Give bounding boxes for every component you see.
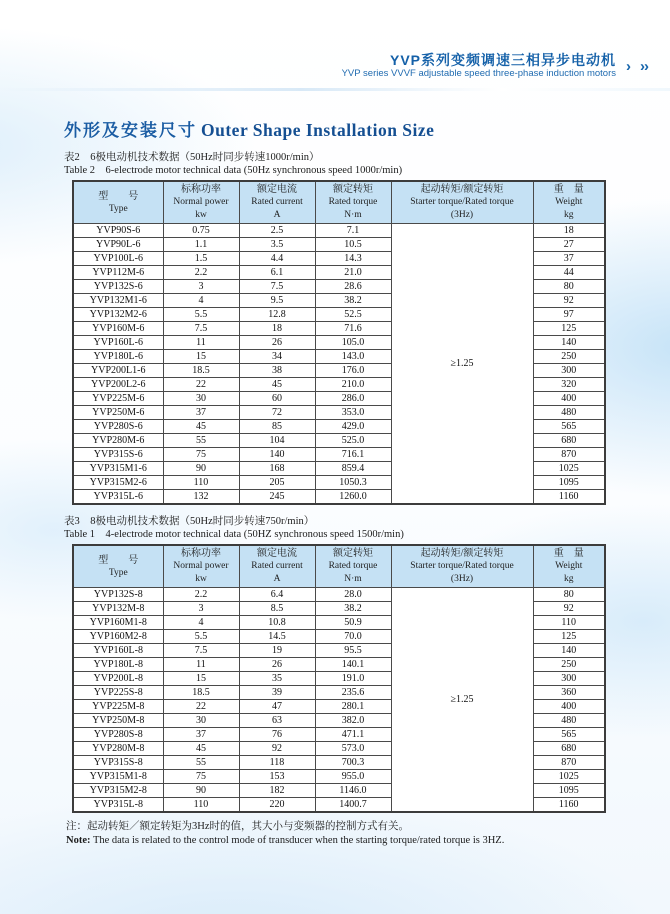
type-cell: YVP225M-6 [73, 392, 163, 406]
column-header-power [163, 181, 239, 224]
current-cell: 4.4 [239, 252, 315, 266]
type-cell: YVP90L-6 [73, 238, 163, 252]
current-cell: 26 [239, 336, 315, 350]
power-cell: 45 [163, 420, 239, 434]
type-cell: YVP160M2-8 [73, 630, 163, 644]
torque-cell: 235.6 [315, 686, 391, 700]
brand-text-block [342, 52, 616, 80]
power-cell: 75 [163, 770, 239, 784]
type-cell: YVP200L-8 [73, 672, 163, 686]
torque-cell: 286.0 [315, 392, 391, 406]
brand-title-en: YVP series VVVF adjustable speed three-phase induction motors [341, 68, 616, 79]
weight-cell: 480 [533, 714, 605, 728]
power-cell: 3 [163, 280, 239, 294]
col-torque-zh: 额定转矩 [333, 548, 373, 559]
power-cell: 22 [163, 378, 239, 392]
column-header-type [73, 181, 163, 224]
power-cell: 1.5 [163, 252, 239, 266]
type-cell: YVP315M2-6 [73, 476, 163, 490]
col-current-unit: A [273, 574, 281, 584]
type-cell: YVP200L2-6 [73, 378, 163, 392]
section-title-en: Outer Shape Installation Size [201, 120, 435, 140]
col-power-unit: kw [195, 210, 207, 220]
torque-cell: 573.0 [315, 742, 391, 756]
current-cell: 14.5 [239, 630, 315, 644]
col-power-en: Normal power [173, 197, 229, 207]
weight-cell: 18 [533, 224, 605, 238]
table-header [73, 181, 605, 224]
power-cell: 7.5 [163, 644, 239, 658]
power-cell: 30 [163, 392, 239, 406]
torque-cell: 28.0 [315, 588, 391, 602]
motor-table-8pole [72, 544, 606, 813]
type-cell: YVP315L-6 [73, 490, 163, 505]
power-cell: 45 [163, 742, 239, 756]
weight-cell: 250 [533, 658, 605, 672]
chevron-right-icon: › [626, 57, 630, 75]
power-cell: 5.5 [163, 308, 239, 322]
torque-cell: 95.5 [315, 644, 391, 658]
current-cell: 168 [239, 462, 315, 476]
torque-cell: 10.5 [315, 238, 391, 252]
table-header [73, 545, 605, 588]
table1-caption-en: Table 2 6-electrode motor technical data (50Hz synchronous speed 1000r/min) [64, 165, 403, 176]
current-cell: 140 [239, 448, 315, 462]
current-cell: 6.1 [239, 266, 315, 280]
power-cell: 22 [163, 700, 239, 714]
weight-cell: 565 [533, 728, 605, 742]
col-ratio-en: Starter torque/Rated torque [410, 197, 514, 207]
current-cell: 3.5 [239, 238, 315, 252]
current-cell: 153 [239, 770, 315, 784]
spacer [64, 505, 609, 515]
footnote-zh: 注：起动转矩／额定转矩为3Hz时的值，其大小与变频器的控制方式有关。 [66, 821, 409, 832]
table2-caption-zh: 表3 8极电动机技术数据（50Hz时同步转速750r/min） [64, 516, 315, 527]
torque-cell: 1400.7 [315, 798, 391, 813]
torque-cell: 382.0 [315, 714, 391, 728]
weight-cell: 320 [533, 378, 605, 392]
weight-cell: 480 [533, 406, 605, 420]
current-cell: 92 [239, 742, 315, 756]
current-cell: 85 [239, 420, 315, 434]
col-power-en: Normal power [173, 561, 229, 571]
power-cell: 2.2 [163, 588, 239, 602]
power-cell: 110 [163, 476, 239, 490]
type-cell: YVP280M-6 [73, 434, 163, 448]
type-cell: YVP250M-8 [73, 714, 163, 728]
col-torque-unit: N·m [344, 210, 362, 220]
column-header-current [239, 545, 315, 588]
table2-caption [64, 515, 609, 541]
torque-cell: 210.0 [315, 378, 391, 392]
col-weight-zh: 重 量 [553, 548, 584, 559]
torque-cell: 280.1 [315, 700, 391, 714]
type-cell: YVP225M-8 [73, 700, 163, 714]
power-cell: 18.5 [163, 686, 239, 700]
col-weight-en: Weight [555, 197, 583, 207]
type-cell: YVP280M-8 [73, 742, 163, 756]
col-torque-zh: 额定转矩 [333, 184, 373, 195]
power-cell: 55 [163, 756, 239, 770]
weight-cell: 125 [533, 630, 605, 644]
column-header-weight [533, 545, 605, 588]
col-current-zh: 额定电流 [257, 548, 297, 559]
table-row [73, 224, 605, 238]
type-cell: YVP315M1-6 [73, 462, 163, 476]
type-cell: YVP132S-6 [73, 280, 163, 294]
type-cell: YVP132S-8 [73, 588, 163, 602]
type-cell: YVP225S-8 [73, 686, 163, 700]
weight-cell: 1095 [533, 784, 605, 798]
torque-cell: 140.1 [315, 658, 391, 672]
weight-cell: 870 [533, 756, 605, 770]
column-header-power [163, 545, 239, 588]
weight-cell: 300 [533, 364, 605, 378]
current-cell: 10.8 [239, 616, 315, 630]
weight-cell: 80 [533, 280, 605, 294]
col-power-unit: kw [195, 574, 207, 584]
weight-cell: 565 [533, 420, 605, 434]
weight-cell: 92 [533, 294, 605, 308]
torque-cell: 70.0 [315, 630, 391, 644]
current-cell: 35 [239, 672, 315, 686]
torque-cell: 38.2 [315, 602, 391, 616]
column-header-current [239, 181, 315, 224]
current-cell: 245 [239, 490, 315, 505]
weight-cell: 870 [533, 448, 605, 462]
weight-cell: 400 [533, 700, 605, 714]
torque-cell: 700.3 [315, 756, 391, 770]
double-chevron-right-icon: ›› [640, 57, 648, 75]
current-cell: 38 [239, 364, 315, 378]
type-cell: YVP112M-6 [73, 266, 163, 280]
current-cell: 45 [239, 378, 315, 392]
current-cell: 104 [239, 434, 315, 448]
power-cell: 90 [163, 462, 239, 476]
table1-caption [64, 151, 609, 177]
torque-cell: 71.6 [315, 322, 391, 336]
power-cell: 7.5 [163, 322, 239, 336]
column-header-torque [315, 545, 391, 588]
power-cell: 75 [163, 448, 239, 462]
torque-cell: 353.0 [315, 406, 391, 420]
col-current-en: Rated current [251, 561, 303, 571]
col-current-unit: A [273, 210, 281, 220]
weight-cell: 1160 [533, 798, 605, 813]
page-header [342, 52, 648, 80]
weight-cell: 44 [533, 266, 605, 280]
torque-cell: 176.0 [315, 364, 391, 378]
weight-cell: 300 [533, 672, 605, 686]
torque-cell: 525.0 [315, 434, 391, 448]
torque-cell: 143.0 [315, 350, 391, 364]
footnote-en-label: Note: [66, 835, 91, 846]
torque-cell: 21.0 [315, 266, 391, 280]
current-cell: 8.5 [239, 602, 315, 616]
col-torque-unit: N·m [344, 574, 362, 584]
current-cell: 118 [239, 756, 315, 770]
weight-cell: 97 [533, 308, 605, 322]
power-cell: 110 [163, 798, 239, 813]
weight-cell: 92 [533, 602, 605, 616]
power-cell: 30 [163, 714, 239, 728]
footnote-en-text: The data is related to the control mode of transducer when the starting torque/rated torque is 3HZ. [92, 835, 505, 846]
col-current-zh: 额定电流 [257, 184, 297, 195]
type-cell: YVP280S-8 [73, 728, 163, 742]
table-body-6pole [73, 224, 605, 505]
col-current-en: Rated current [251, 197, 303, 207]
power-cell: 11 [163, 336, 239, 350]
current-cell: 63 [239, 714, 315, 728]
power-cell: 55 [163, 434, 239, 448]
current-cell: 26 [239, 658, 315, 672]
power-cell: 18.5 [163, 364, 239, 378]
power-cell: 4 [163, 616, 239, 630]
current-cell: 182 [239, 784, 315, 798]
brand-title-zh: YVP系列变频调速三相异步电动机 [389, 52, 616, 68]
weight-cell: 1025 [533, 770, 605, 784]
type-cell: YVP132M-8 [73, 602, 163, 616]
torque-cell: 38.2 [315, 294, 391, 308]
type-cell: YVP315L-8 [73, 798, 163, 813]
power-cell: 15 [163, 350, 239, 364]
type-cell: YVP200L1-6 [73, 364, 163, 378]
current-cell: 205 [239, 476, 315, 490]
page-content [64, 116, 609, 848]
torque-cell: 1146.0 [315, 784, 391, 798]
torque-cell: 52.5 [315, 308, 391, 322]
current-cell: 34 [239, 350, 315, 364]
current-cell: 2.5 [239, 224, 315, 238]
col-torque-en: Rated torque [328, 197, 378, 207]
weight-cell: 80 [533, 588, 605, 602]
torque-ratio-cell: ≥1.25 [391, 224, 533, 505]
torque-cell: 105.0 [315, 336, 391, 350]
page-title [64, 116, 609, 141]
current-cell: 12.8 [239, 308, 315, 322]
current-cell: 60 [239, 392, 315, 406]
type-cell: YVP160M1-8 [73, 616, 163, 630]
weight-cell: 140 [533, 644, 605, 658]
col-ratio-zh: 起动转矩/额定转矩 [420, 184, 504, 195]
power-cell: 15 [163, 672, 239, 686]
power-cell: 5.5 [163, 630, 239, 644]
weight-cell: 1095 [533, 476, 605, 490]
type-cell: YVP315M1-8 [73, 770, 163, 784]
power-cell: 1.1 [163, 238, 239, 252]
type-cell: YVP160L-8 [73, 644, 163, 658]
weight-cell: 400 [533, 392, 605, 406]
table-row [73, 588, 605, 602]
col-power-zh: 标称功率 [181, 548, 221, 559]
header-divider [0, 88, 670, 91]
weight-cell: 1160 [533, 490, 605, 505]
torque-cell: 1050.3 [315, 476, 391, 490]
table2-caption-en: Table 1 4-electrode motor technical data (50HZ synchronous speed 1500r/min) [64, 529, 404, 540]
type-cell: YVP132M2-6 [73, 308, 163, 322]
current-cell: 72 [239, 406, 315, 420]
power-cell: 4 [163, 294, 239, 308]
power-cell: 37 [163, 406, 239, 420]
footnote-en [66, 834, 609, 848]
type-cell: YVP180L-8 [73, 658, 163, 672]
type-cell: YVP90S-6 [73, 224, 163, 238]
torque-cell: 955.0 [315, 770, 391, 784]
torque-cell: 1260.0 [315, 490, 391, 505]
col-ratio-zh: 起动转矩/额定转矩 [420, 548, 504, 559]
torque-cell: 7.1 [315, 224, 391, 238]
column-header-torque [315, 181, 391, 224]
table-body-8pole [73, 588, 605, 813]
col-weight-unit: kg [564, 574, 574, 584]
torque-cell: 14.3 [315, 252, 391, 266]
col-ratio-en: Starter torque/Rated torque [410, 561, 514, 571]
column-header-type [73, 545, 163, 588]
current-cell: 76 [239, 728, 315, 742]
column-header-ratio [391, 181, 533, 224]
weight-cell: 37 [533, 252, 605, 266]
motor-table-6pole [72, 180, 606, 505]
torque-cell: 471.1 [315, 728, 391, 742]
power-cell: 132 [163, 490, 239, 505]
power-cell: 2.2 [163, 266, 239, 280]
power-cell: 11 [163, 658, 239, 672]
weight-cell: 680 [533, 742, 605, 756]
torque-cell: 191.0 [315, 672, 391, 686]
weight-cell: 360 [533, 686, 605, 700]
torque-cell: 429.0 [315, 420, 391, 434]
torque-cell: 28.6 [315, 280, 391, 294]
col-type-en: Type [108, 203, 128, 214]
col-power-zh: 标称功率 [181, 184, 221, 195]
current-cell: 6.4 [239, 588, 315, 602]
weight-cell: 125 [533, 322, 605, 336]
column-header-ratio [391, 545, 533, 588]
type-cell: YVP280S-6 [73, 420, 163, 434]
type-cell: YVP180L-6 [73, 350, 163, 364]
power-cell: 90 [163, 784, 239, 798]
weight-cell: 110 [533, 616, 605, 630]
power-cell: 37 [163, 728, 239, 742]
current-cell: 18 [239, 322, 315, 336]
type-cell: YVP160M-6 [73, 322, 163, 336]
col-type-zh: 型 号 [98, 554, 139, 566]
current-cell: 47 [239, 700, 315, 714]
current-cell: 9.5 [239, 294, 315, 308]
footnote [66, 820, 609, 848]
torque-cell: 859.4 [315, 462, 391, 476]
col-torque-en: Rated torque [328, 561, 378, 571]
current-cell: 19 [239, 644, 315, 658]
current-cell: 39 [239, 686, 315, 700]
col-type-zh: 型 号 [98, 190, 139, 202]
type-cell: YVP250M-6 [73, 406, 163, 420]
weight-cell: 250 [533, 350, 605, 364]
current-cell: 7.5 [239, 280, 315, 294]
type-cell: YVP100L-6 [73, 252, 163, 266]
type-cell: YVP160L-6 [73, 336, 163, 350]
power-cell: 3 [163, 602, 239, 616]
torque-cell: 50.9 [315, 616, 391, 630]
type-cell: YVP315S-8 [73, 756, 163, 770]
type-cell: YVP132M1-6 [73, 294, 163, 308]
section-title-zh: 外形及安装尺寸 [64, 121, 197, 140]
col-weight-zh: 重 量 [553, 184, 584, 195]
col-weight-unit: kg [564, 210, 574, 220]
torque-cell: 716.1 [315, 448, 391, 462]
col-type-en: Type [108, 567, 128, 578]
col-ratio-unit: (3Hz) [450, 574, 474, 584]
weight-cell: 140 [533, 336, 605, 350]
type-cell: YVP315S-6 [73, 448, 163, 462]
type-cell: YVP315M2-8 [73, 784, 163, 798]
weight-cell: 680 [533, 434, 605, 448]
table1-caption-zh: 表2 6极电动机技术数据（50Hz时同步转速1000r/min） [64, 152, 320, 163]
col-weight-en: Weight [555, 561, 583, 571]
weight-cell: 27 [533, 238, 605, 252]
weight-cell: 1025 [533, 462, 605, 476]
col-ratio-unit: (3Hz) [450, 210, 474, 220]
column-header-weight [533, 181, 605, 224]
current-cell: 220 [239, 798, 315, 813]
torque-ratio-cell: ≥1.25 [391, 588, 533, 813]
power-cell: 0.75 [163, 224, 239, 238]
